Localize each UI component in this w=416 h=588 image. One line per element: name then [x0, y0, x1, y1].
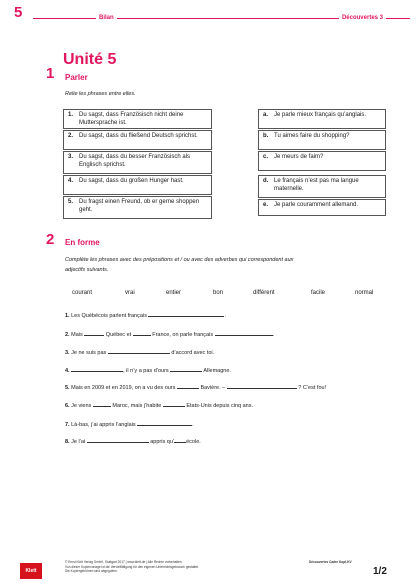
footer-source: Découvertes Cadre Kopf-KV	[309, 560, 352, 564]
bilan-label: Bilan	[96, 15, 117, 21]
left-phrase-box-4	[63, 175, 212, 195]
left-phrase-box-2	[63, 130, 212, 150]
left-phrase-box-text: Du sagst, dass du fließend Deutsch sprichst.	[79, 133, 198, 139]
exercise-item	[65, 348, 214, 356]
exercise-number: 1.	[65, 313, 72, 319]
answer-blank[interactable]	[170, 366, 202, 372]
right-phrase-box-text: Le français n’est pas ma langue maternelle.	[274, 178, 359, 192]
exercise-text: .	[192, 422, 194, 428]
exercise-text: d’accord avec toi.	[169, 350, 215, 356]
answer-blank[interactable]	[93, 401, 111, 407]
right-phrase-box-number: d.	[263, 178, 269, 184]
footer-line-3: Die Kopiergebühren sind abgegolten.	[65, 569, 118, 573]
footer-copyright	[65, 560, 199, 574]
exercise-text: Mais en 2009 et en 2019, on a vu des ours	[71, 385, 177, 391]
exercise-text: appris qu’	[148, 439, 175, 445]
left-phrase-box-text: Du sagst, dass Französisch nicht deine Muttersprache ist.	[79, 112, 184, 126]
exercise-text: Les Québécois parlent français	[71, 313, 149, 319]
section1-number: 1	[46, 65, 55, 82]
section1-title: Parler	[65, 73, 88, 82]
answer-blank[interactable]	[177, 383, 199, 389]
right-phrase-box-number: c.	[263, 154, 269, 160]
section2-instruction-line1: Complète les phrases avec des prépositions et / ou avec des adverbes qui correspondent aux	[65, 257, 294, 263]
right-phrase-box-number: e.	[263, 202, 269, 208]
word-bank-item: facile	[311, 290, 326, 296]
right-phrase-box-5	[258, 199, 386, 216]
right-phrase-box-text: Je meurs de faim?	[274, 154, 324, 160]
exercise-item	[65, 383, 326, 391]
word-bank-item: entier	[166, 290, 182, 296]
left-phrase-box-1	[63, 109, 212, 129]
exercise-text: Mais	[71, 332, 85, 338]
left-phrase-box-text: Du sagst, dass du besser Französisch als Englisch sprichst.	[79, 154, 191, 168]
exercise-item	[65, 437, 201, 445]
right-phrase-box-number: b.	[263, 133, 269, 139]
answer-blank[interactable]	[87, 437, 149, 443]
exercise-text: Maroc, mais j’habite	[110, 403, 163, 409]
word-bank-item: courant	[72, 290, 93, 296]
answer-blank[interactable]	[163, 401, 185, 407]
right-phrase-box-number: a.	[263, 112, 269, 118]
left-phrase-box-number: 3.	[68, 154, 74, 160]
exercise-number: 2.	[65, 332, 72, 338]
footer-line-2: Von dieser Kopiervorlage ist die Vervielfältigung für den eigenen Unterrichtsgebrauch gestattet.	[65, 564, 199, 569]
right-phrase-box-4	[258, 175, 386, 198]
left-phrase-box-number: 5.	[68, 199, 74, 205]
exercise-text: Je viens	[71, 403, 93, 409]
page-title: Unité 5	[63, 51, 117, 68]
section1-instruction: Relie les phrases entre elles.	[65, 91, 136, 97]
exercise-item	[65, 311, 226, 319]
exercise-item	[65, 401, 253, 409]
answer-blank[interactable]	[108, 348, 170, 354]
right-phrase-box-3	[258, 151, 386, 171]
left-phrase-box-number: 2.	[68, 133, 74, 139]
word-bank-item: vrai	[125, 290, 135, 296]
left-phrase-box-text: Du fragst einen Freund, ob er gerne shoppen geht.	[79, 199, 200, 213]
exercise-text: .	[224, 313, 227, 319]
section2-number: 2	[46, 231, 55, 248]
right-phrase-box-text: Je parle couramment allemand.	[274, 202, 359, 208]
answer-blank[interactable]	[137, 420, 192, 426]
exercise-number: 5.	[65, 385, 72, 391]
exercise-text: .	[272, 332, 275, 338]
word-bank-item: différent	[253, 290, 275, 296]
exercise-number: 6.	[65, 403, 72, 409]
exercise-text: Là-bas, j’ai appris l’anglais	[71, 422, 138, 428]
word-bank-item: normal	[355, 290, 374, 296]
exercise-text: ? C’est fou!	[296, 385, 327, 391]
decouvertes-label: Découvertes 3	[339, 15, 386, 21]
answer-blank[interactable]	[215, 330, 273, 336]
exercise-text: Je ne suis pas	[71, 350, 108, 356]
exercise-number: 7.	[65, 422, 72, 428]
answer-blank[interactable]	[227, 383, 297, 389]
exercise-text: Allemagne.	[202, 368, 231, 374]
answer-blank[interactable]	[71, 366, 123, 372]
section2-instruction-line2: adjectifs suivants.	[65, 267, 109, 273]
right-phrase-box-text: Je parle mieux français qu’anglais.	[274, 112, 367, 118]
exercise-number: 8.	[65, 439, 72, 445]
right-phrase-box-2	[258, 130, 386, 150]
exercise-item	[65, 420, 194, 428]
answer-blank[interactable]	[174, 437, 186, 443]
exercise-item	[65, 366, 231, 374]
klett-logo: Klett	[20, 563, 42, 579]
answer-blank[interactable]	[84, 330, 104, 336]
word-bank-item: bon	[213, 290, 224, 296]
left-phrase-box-3	[63, 151, 212, 174]
left-phrase-box-number: 1.	[68, 112, 74, 118]
exercise-text: Je l’ai	[71, 439, 87, 445]
right-phrase-box-text: Tu aimes faire du shopping?	[274, 133, 350, 139]
exercise-number: 3.	[65, 350, 72, 356]
left-phrase-box-number: 4.	[68, 178, 74, 184]
left-phrase-box-text: Du sagst, dass du großen Hunger hast.	[79, 178, 184, 184]
section2-title: En forme	[65, 238, 100, 247]
exercise-text: Etats-Unis depuis cinq ans.	[184, 403, 253, 409]
left-phrase-box-5	[63, 196, 212, 219]
footer-line-1: © Ernst Klett Verlag GmbH, Stuttgart 2017 | www.klett.de | Alle Rechte vorbehalten.	[65, 560, 183, 564]
exercise-item	[65, 330, 274, 338]
exercise-text: France, on parle français	[150, 332, 215, 338]
exercise-text: école.	[186, 439, 201, 445]
page-number: 1/2	[373, 566, 387, 577]
right-phrase-box-1	[258, 109, 386, 129]
exercise-text: Québec et	[104, 332, 133, 338]
exercise-text: Bavière. –	[198, 385, 227, 391]
exercise-text: , il n’y a pas d’ours	[123, 368, 171, 374]
unit-number: 5	[14, 4, 23, 21]
answer-blank[interactable]	[133, 330, 151, 336]
answer-blank[interactable]	[148, 311, 227, 319]
exercise-number: 4.	[65, 368, 72, 374]
